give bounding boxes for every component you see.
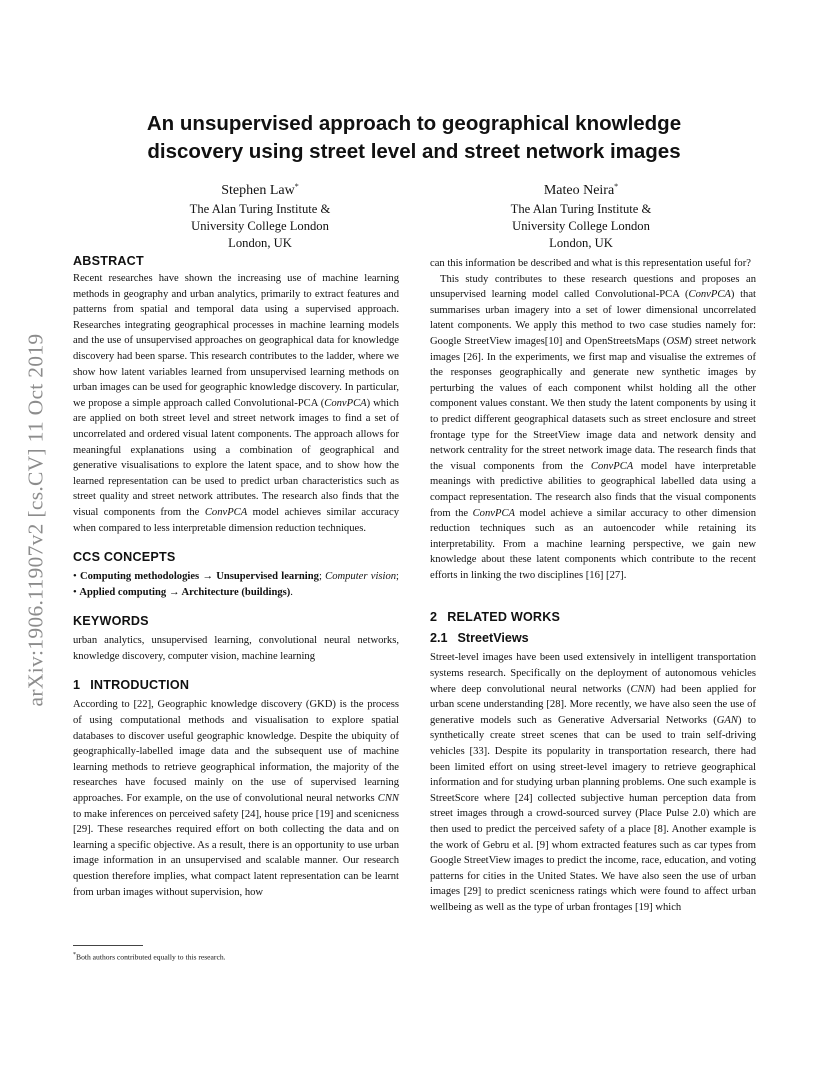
intro-paragraph-2: This study contributes to these research questions and proposes an unsupervised learning model called Convolutional-PCA (ConvPCA) that summarises urban imagery into a set of lower dimensional uncorrelated latent components. We apply this method to two case studies namely for: Google StreetView images[10] and OpenStreetsMaps (OSM) street network images [26]. In the experiments, we first map and visualise the extremes of the responses geographically and generate new synthetic images by perturbing the values of each component whilst holding all the other component values constant. We then study the latent components by using it to predict different geographical datasets such as street enclosure and street frontage type for the StreetView image data and network density and network centrality for the street network image data. The research finds that the visual components from the ConvPCA model have interpretable meanings with predictive abilities to geographical labelled data using a compact representation. The research also finds that the visual components from the ConvPCA model achieve a similar accuracy to other dimension reduction techniques such as an autoencoder while retaining its interpretability. From a machine learning perspective, we gain new knowledge about these latent components which contribute to the recent efforts in linking the two disciplines [16] [27]. [430, 273, 757, 581]
footnote-rule [73, 945, 143, 946]
title-line-2: discovery using street level and street network images [147, 140, 681, 163]
author-mark: * [294, 182, 299, 191]
title-line-1: An unsupervised approach to geographical knowledge [146, 112, 682, 135]
author-affiliation: The Alan Turing Institute & [189, 202, 331, 216]
author-location: London, UK [228, 235, 292, 250]
left-column [73, 253, 399, 900]
introduction-text: According to [22], Geographic knowledge discovery (GKD) is the process of using computational methods and visualisation to explore spatial databases to discover useful geographic knowledge. Despite the ubiquity of geographically-labelled image data and the subsequent use of machine learning methods to retrieve geographical information, the majority of the researches have focused mainly on the use of supervised learning approaches. For example, on the use of convolutional neural networks CNN to make inferences on perceived safety [24], house price [19] and scenicness [29]. These researches required effort on both collecting the data and on learning a specific objective. As a result, there is an opportunity to use urban image information in an unsupervised and scalable manner. Our research question therefore implies, what compact latent representation can be learnt from urban images without supervision, how [73, 699, 399, 898]
author-location: London, UK [549, 235, 613, 250]
author-block-1 [140, 177, 380, 251]
intro-continued: can this information be described and what is this representation useful for? [430, 258, 751, 269]
streetviews-text: Street-level images have been used extensively in intelligent transportation systems research. Specifically on the deployment of autonomous vehicles where deep convolutional neural networks (CNN) had been applied for urban scene understanding [28]. More recently, we have also seen the use of generative models such as Generative Adversarial Networks (GAN) to synthetically create street scenes that can be used to train self-driving vehicles [33]. Despite its popularity in transportation research, there had been limited effort on using street-level imagery to retrieve geographical information and for studying urban planning problems. One such example is StreetScore where [24] collected subjective human perception data from street images through a crowd-sourced survey (Place Pulse 2.0) which are then used to predict the perceived safety of a place [8]. Another example is the work of Gebru et al. [9] whom extracted features such as car types from Google StreetView images to predict the income, race, education, and voting patterns for cities in the United States. We have also seen the use of urban images [29] to predict scenicness ratings which were found to affect urban wellbeing as well as the type of urban frontages [19] which [430, 652, 756, 913]
ccs-concepts: • Computing methodologies → Unsupervised learning; Computer vision; • Applied computing → Architecture (buildings). [73, 571, 399, 598]
author-mark: * [614, 182, 619, 191]
keywords-heading: KEYWORDS [73, 614, 149, 629]
streetviews-subheading: 2.1 StreetViews [430, 631, 529, 646]
right-column [430, 256, 756, 916]
introduction-heading: 1 INTRODUCTION [73, 678, 190, 693]
arxiv-sidebar [14, 280, 58, 760]
author-block-2 [461, 177, 701, 251]
paper-title [80, 110, 748, 166]
arxiv-identifier: arXiv:1906.11907v2 [cs.CV] 11 Oct 2019 [23, 333, 48, 707]
related-works-heading: 2 RELATED WORKS [430, 610, 561, 625]
abstract-text: Recent researches have shown the increasing use of machine learning methods in geography and urban analytics, primarily to extract features and patterns from spatial and temporal data using a supervised approach. Researches integrating geographical processes in machine learning models and the use of unsupervised approaches on geographical data for knowledge discovery had been sparse. This research contributes to the ladder, where we show how latent variables learned from unsupervised learning methods on urban images can be used for geographic knowledge discovery. In particular, we propose a simple approach called Convolutional-PCA (ConvPCA) which are applied on both street level and street network images to find a set of uncorrelated and ordered visual latent components. The approach allows for meaningful explanations using a combination of geographical and generative visualisations to explore the latent space, and to show how the learned representation can be used to predict urban characteristics such as street quality and street network attributes. The research also finds that the visual components from the ConvPCA model achieves similar accuracy when compared to less interpretable dimension reduction techniques. [73, 273, 399, 534]
footnote-text: *Both authors contributed equally to this research. [73, 952, 226, 962]
ccs-heading: CCS CONCEPTS [73, 550, 176, 565]
footnote [73, 945, 399, 963]
author-affiliation: The Alan Turing Institute & [510, 202, 652, 216]
keywords-text: urban analytics, unsupervised learning, convolutional neural networks, knowledge discovery, computer vision, machine learning [73, 635, 399, 662]
author-name: Stephen Law [221, 183, 295, 198]
author-affiliation: University College London [512, 218, 650, 233]
abstract-heading: ABSTRACT [73, 254, 144, 268]
author-name: Mateo Neira [543, 183, 615, 198]
author-affiliation: University College London [191, 218, 329, 233]
